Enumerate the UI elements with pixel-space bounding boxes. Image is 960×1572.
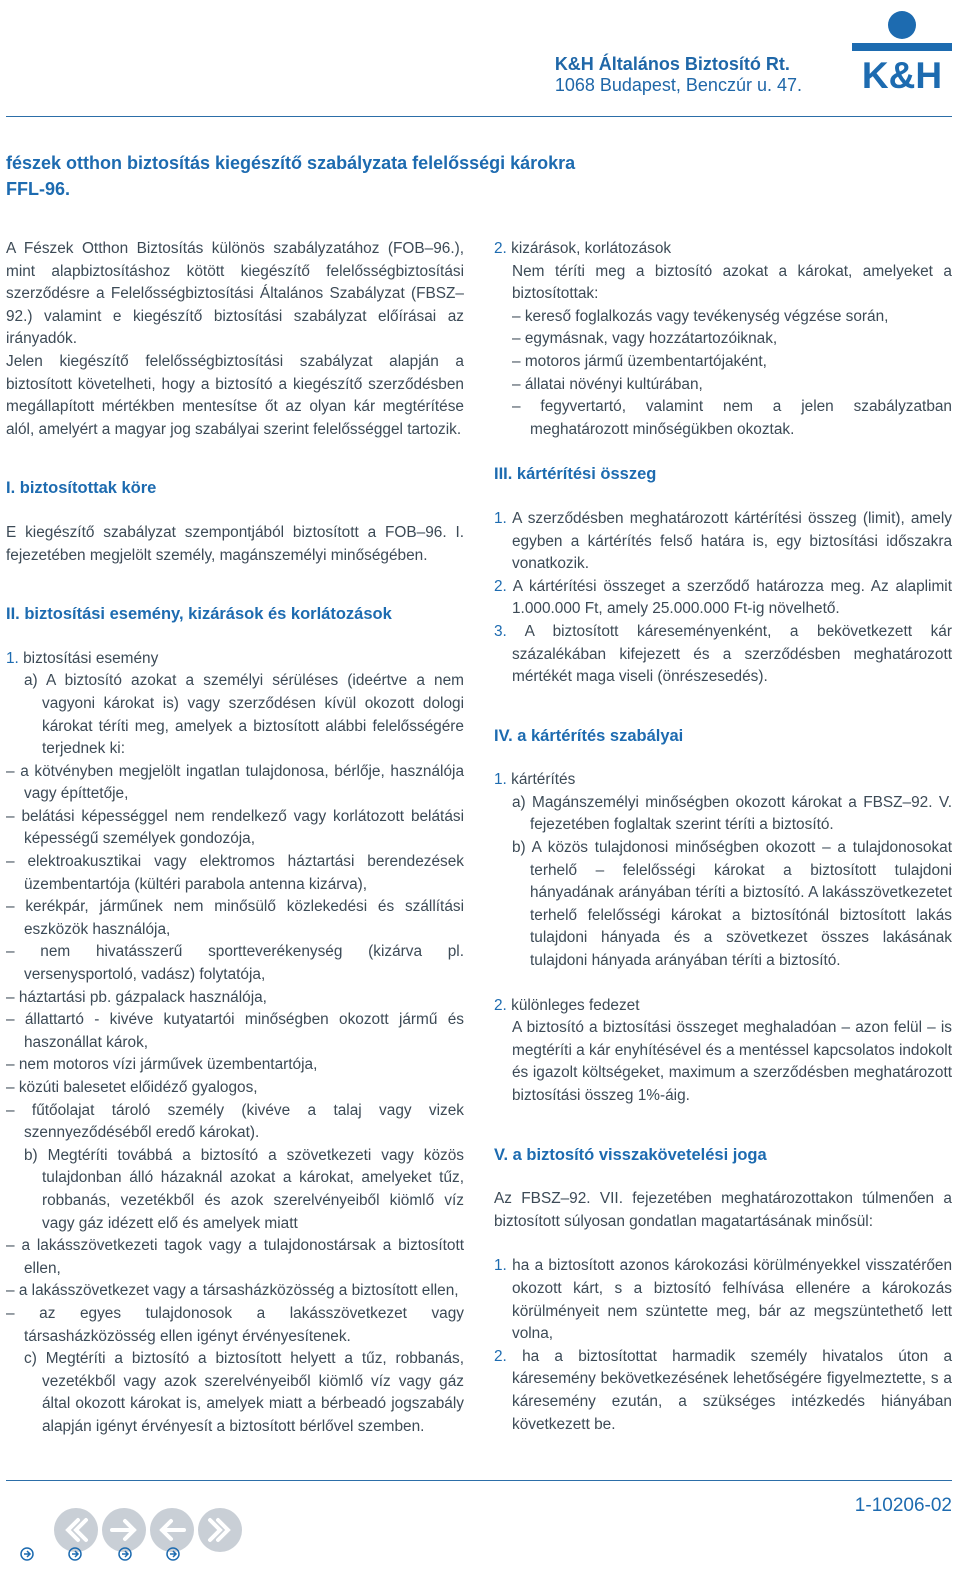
company-name: K&H Általános Biztosító Rt. bbox=[554, 54, 790, 74]
section-2-a: a) A biztosító azokat a személyi sérüléses (ideértve a nem vagyoni károkat is) vagy szerződésen kívül okozott dologi károkat téríti meg, amelyek a biztosított alábbi felelősségére terjednek ki: bbox=[24, 672, 464, 758]
section-3-list bbox=[494, 508, 952, 689]
section-4-2-number: 2. bbox=[494, 996, 507, 1014]
section-2-2-list bbox=[494, 306, 952, 442]
nav-small-first-icon[interactable] bbox=[20, 1547, 34, 1561]
header-rule bbox=[6, 116, 952, 117]
logo-text: K&H bbox=[861, 55, 943, 92]
list-item: – a lakásszövetkezeti tagok vagy a tulajdonostársak a biztosított ellen, bbox=[6, 1237, 464, 1277]
list-item: – közúti balesetet előidéző gyalogos, bbox=[6, 1079, 258, 1096]
nav-prev-button[interactable] bbox=[102, 1508, 146, 1552]
section-2-2-text: Nem téríti meg a biztosító azokat a károkat, amelyeket a biztosítottak: bbox=[512, 262, 952, 303]
list-item: – egymásnak, vagy hozzátartozóiknak, bbox=[512, 330, 778, 348]
section-1-text: E kiegészítő szabályzat szempontjából biztosított a FOB–96. I. fejezetében megjelölt személy, magánszemélyi minőségében. bbox=[6, 523, 464, 564]
list-item: – kereső foglalkozás vagy tevékenység végzése során, bbox=[512, 307, 889, 325]
footer-rule bbox=[6, 1480, 952, 1481]
list-item: – fűtőolajat tároló személy (kivéve a talaj vagy vizek szennyeződéséből eredő károkat). bbox=[6, 1101, 464, 1142]
document-code: 1-10206-02 bbox=[854, 1495, 952, 1516]
section-2-b: b) Megtéríti továbbá a biztosító a szövetkezeti vagy közös tulajdonban álló házaknál azokat a károkat, amelyeket tűz, robbanás, vezetékből és azok szerelvényeiből kiömlő víz vagy gáz idézett elő és amelyek miatt bbox=[24, 1146, 464, 1232]
nav-next-button[interactable] bbox=[150, 1508, 194, 1552]
nav-small-prev-icon[interactable] bbox=[68, 1547, 82, 1561]
list-item: – fegyvertartó, valamint nem a jelen szabályzatban meghatározott minőségükben okoztak. bbox=[512, 398, 952, 438]
section-2-1-title: 1. biztosítási esemény bbox=[6, 649, 159, 667]
nav-small-next-icon[interactable] bbox=[118, 1547, 132, 1561]
numbered-item-text: A kártérítési összeget a szerződő határozza meg. Az alaplimit 1.000.000 Ft, amely 25.000.000 Ft-ig növelhető. bbox=[512, 577, 952, 618]
section-5-heading: V. a biztosító visszakövetelési joga bbox=[494, 1145, 767, 1164]
list-item: – motoros jármű üzembentartójaként, bbox=[512, 352, 767, 370]
numbered-item bbox=[494, 576, 952, 621]
list-item: – nem hivatásszerű sportteverékenység (kizárva pl. versenysportoló, vadász) folytatója, bbox=[6, 943, 464, 984]
company-block bbox=[555, 54, 802, 96]
intro-paragraph-2: Jelen kiegészítő felelősségbiztosítási szabályzat alapján a biztosított követelheti, hogy a biztosító a kiegészítő szerződésben megállapított mértékben mentesítse őt az olyan kár megtérítése alól, amelyért a magyar jog szabályai szerint felelősséggel tartozik. bbox=[6, 352, 464, 438]
double-arrow-right-icon bbox=[198, 1508, 242, 1552]
document-title bbox=[6, 150, 575, 202]
right-column bbox=[494, 238, 952, 1436]
intro-paragraph-1: A Fészek Otthon Biztosítás különös szabályzatához (FOB–96.), mint alapbiztosításhoz kötött kiegészítő felelősségbiztosítási szerződésre a Felelősségbiztosítási Általános Szabályzat (FBSZ–92.) valamint e kiegészítő biztosítási szabályzat előírásai az irányadók. bbox=[6, 240, 464, 348]
numbered-item-number: 2. bbox=[494, 1347, 507, 1365]
numbered-item-text: A biztosított káreseményenként, a bekövetkezett kár százalékában kifejezett és a szerződésben meghatározott mértékét maga viseli (önrészesedés). bbox=[512, 622, 952, 686]
section-4-heading: IV. a kártérítés szabályai bbox=[494, 726, 684, 745]
list-item: – állattartó - kivéve kutyatartói minőségben okozott jármű és haszonállat károk, bbox=[6, 1011, 464, 1051]
section-4-1-number: 1. bbox=[494, 771, 507, 789]
section-2-b-list bbox=[6, 1235, 464, 1348]
numbered-item-text: ha a biztosított azonos károkozási körülményekkel visszatérően okozott kárt, s a biztosító felhívása ellenére a károkozás körülményeit nem szüntette meg, bár az megszüntethető lett volna, bbox=[512, 1257, 953, 1343]
section-2-2-title: 2. kizárások, korlátozások bbox=[494, 240, 672, 257]
section-2-2-number: 2. bbox=[494, 240, 507, 257]
list-item: – állatai növényi kultúrában, bbox=[512, 375, 703, 393]
list-item: – kerékpár, járműnek nem minősülő közlekedési és szállítási eszközök használója, bbox=[6, 898, 464, 938]
numbered-item bbox=[494, 1255, 952, 1345]
section-2-1-number: 1. bbox=[6, 649, 19, 667]
left-column bbox=[6, 238, 464, 1439]
nav-small-last-icon[interactable] bbox=[166, 1547, 180, 1561]
numbered-item-number: 3. bbox=[494, 622, 507, 640]
section-5-text: Az FBSZ–92. VII. fejezetében meghatározottakon túlmenően a biztosított súlyosan gondatlan magatartásának minősül: bbox=[494, 1190, 952, 1230]
section-2-heading: II. biztosítási esemény, kizárások és korlátozások bbox=[6, 605, 392, 624]
section-2-c: c) Megtéríti a biztosító a biztosított helyett a tűz, robbanás, vezetékből vagy azok szerelvényeiből kiömlő víz vagy gáz által okozott károkat is, amelyek miatt a bérbeadó jogszabály alapján igényt érvényesít a biztosított bérlővel szemben. bbox=[24, 1350, 464, 1435]
numbered-item bbox=[494, 1346, 952, 1436]
numbered-item-number: 1. bbox=[494, 509, 507, 527]
list-item: – a lakásszövetkezet vagy a társasházközösség a biztosított ellen, bbox=[6, 1282, 459, 1300]
numbered-item bbox=[494, 508, 952, 576]
section-4-1-a: a) Magánszemélyi minőségben okozott károkat a FBSZ–92. V. fejezetében foglaltak szerint téríti a biztosító. bbox=[512, 793, 952, 834]
arrow-left-icon bbox=[150, 1508, 194, 1552]
numbered-item bbox=[494, 621, 952, 689]
list-item: – nem motoros vízi járművek üzembentartója, bbox=[6, 1056, 318, 1074]
list-item: – az egyes tulajdonosok a lakásszövetkezet vagy társasházközösség ellen igényt érvényesítenek. bbox=[6, 1304, 464, 1345]
title-line-1: fészek otthon biztosítás kiegészítő szabályzata felelősségi károkra bbox=[6, 153, 576, 173]
kh-logo bbox=[850, 6, 954, 92]
nav-first-button[interactable] bbox=[54, 1508, 98, 1552]
numbered-item-text: ha a biztosítottat harmadik személy hivatalos úton a káresemény bekövetkezésének lehetőségére figyelmeztette, s a káresemény ezután, a szükséges intézkedés hiányában következett be. bbox=[512, 1347, 952, 1433]
numbered-item-number: 2. bbox=[494, 577, 507, 595]
numbered-item-number: 1. bbox=[494, 1257, 507, 1275]
section-4-1-b: b) A közös tulajdonosi minőségben okozott – a tulajdonosokat terhelő – felelősségi károkat a biztosított tulajdoni hányadának arányában téríti a biztosító. A lakásszövetkezetet terhelő felelősségi károkat a biztosítónál biztosított lakás tulajdoni hányada és a szövetkezet összes lakásának tulajdoni hányada arányában téríti a biztosító. bbox=[512, 839, 952, 970]
title-line-2: FFL-96. bbox=[6, 179, 71, 199]
list-item: – belátási képességgel nem rendelkező vagy korlátozott belátási képességű személyek gondozója, bbox=[6, 807, 464, 848]
section-2-a-list bbox=[6, 761, 464, 1145]
list-item: – elektroakusztikai vagy elektromos háztartási berendezések üzembentartója (kültéri parabola antenna kizárva), bbox=[6, 853, 464, 893]
arrow-right-icon bbox=[102, 1508, 146, 1552]
section-4-1-title: 1. kártérítés bbox=[494, 771, 576, 789]
list-item: – a kötvényben megjelölt ingatlan tulajdonosa, bérlője, használója vagy építtetője, bbox=[6, 762, 464, 803]
nav-last-button[interactable] bbox=[198, 1508, 242, 1552]
double-arrow-left-icon bbox=[54, 1508, 98, 1552]
numbered-item-text: A szerződésben meghatározott kártérítési összeg (limit), amely egyben a kártérítés felső határa is, egy biztosítási időszakra vonatkozik. bbox=[512, 509, 952, 573]
section-4-2-title: 2. különleges fedezet bbox=[494, 996, 640, 1014]
section-3-heading: III. kártérítési összeg bbox=[494, 465, 657, 484]
section-1-heading: I. biztosítottak köre bbox=[6, 479, 157, 498]
section-5-list bbox=[494, 1255, 952, 1436]
section-4-2-text: A biztosító a biztosítási összeget meghaladóan – azon felül – is megtéríti a kár enyhítésével és a mentéssel kapcsolatos indokolt és igazolt költségeket, maximum a szerződésben meghatározott biztosítási összeg 1%-áig. bbox=[512, 1019, 952, 1104]
company-address: 1068 Budapest, Benczúr u. 47. bbox=[554, 75, 802, 95]
list-item: – háztartási pb. gázpalack használója, bbox=[6, 988, 267, 1006]
